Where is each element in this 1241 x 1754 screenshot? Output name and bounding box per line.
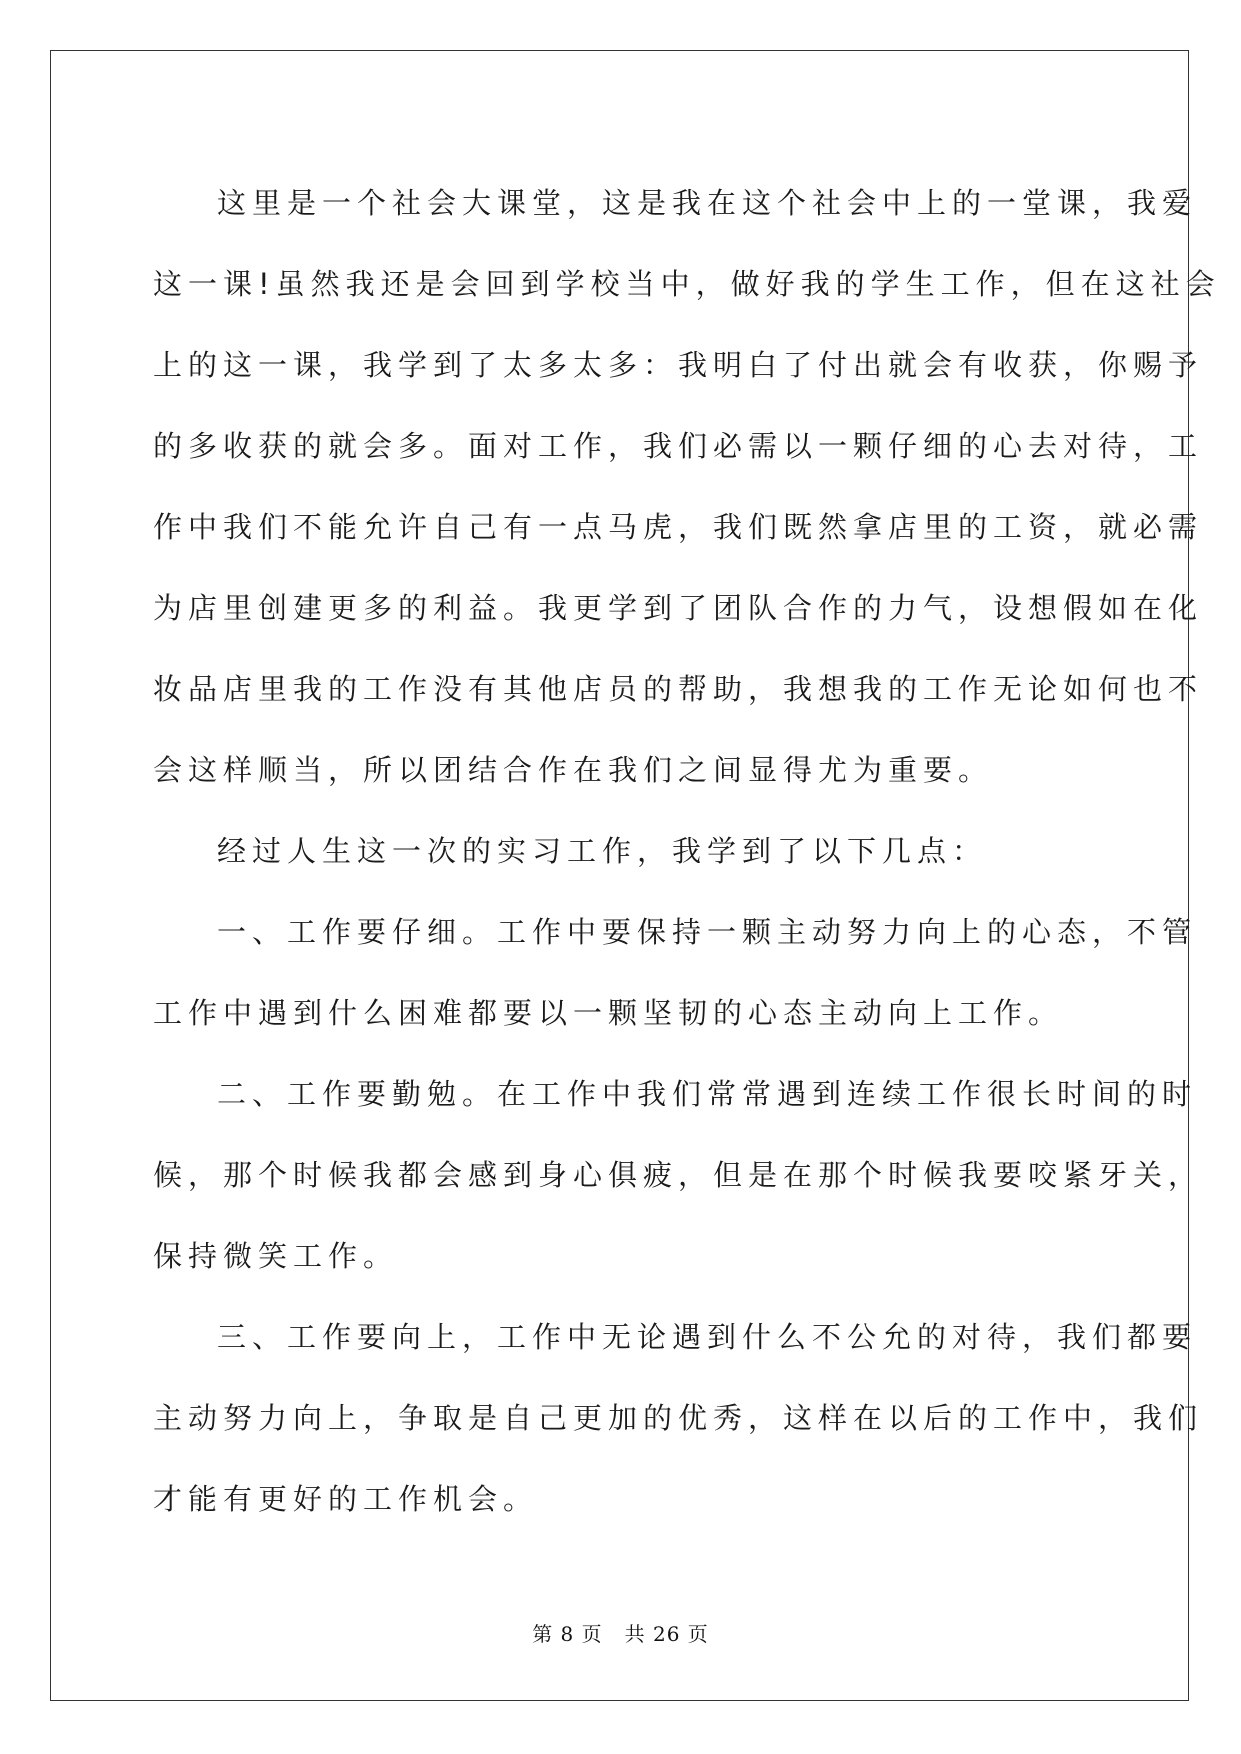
paragraph-4 bbox=[153, 1054, 1204, 1297]
paragraph-5 bbox=[153, 1297, 1204, 1540]
page-number: 第 8 页 bbox=[532, 1622, 603, 1646]
document-body bbox=[153, 163, 1221, 1540]
text-line: 才能有更好的工作机会。 bbox=[153, 1482, 539, 1516]
text-line: 主动努力向上，争取是自己更加的优秀，这样在以后的工作中，我们 bbox=[153, 1401, 1204, 1435]
paragraph-2 bbox=[153, 811, 1088, 892]
text-line: 作中我们不能允许自己有一点马虎，我们既然拿店里的工资，就必需 bbox=[153, 510, 1204, 544]
paragraph-1 bbox=[153, 163, 1221, 811]
text-line: 候，那个时候我都会感到身心俱疲，但是在那个时候我要咬紧牙关， bbox=[153, 1158, 1204, 1192]
text-line: 上的这一课，我学到了太多太多：我明白了付出就会有收获，你赐予 bbox=[153, 348, 1204, 382]
text-line: 会这样顺当，所以团结合作在我们之间显得尤为重要。 bbox=[153, 753, 994, 787]
text-line: 工作中遇到什么困难都要以一颗坚韧的心态主动向上工作。 bbox=[153, 996, 1064, 1030]
text-line: 二、工作要勤勉。在工作中我们常常遇到连续工作很长时间的时 bbox=[217, 1077, 1198, 1111]
text-line: 经过人生这一次的实习工作，我学到了以下几点： bbox=[217, 834, 988, 868]
text-line: 这一课!虽然我还是会回到学校当中，做好我的学生工作，但在这社会 bbox=[153, 267, 1221, 301]
page-footer bbox=[0, 1618, 1241, 1647]
text-line: 妆品店里我的工作没有其他店员的帮助，我想我的工作无论如何也不 bbox=[153, 672, 1204, 706]
text-line: 的多收获的就会多。面对工作，我们必需以一颗仔细的心去对待，工 bbox=[153, 429, 1204, 463]
page-total: 共 26 页 bbox=[624, 1622, 709, 1646]
text-line: 保持微笑工作。 bbox=[153, 1239, 399, 1273]
text-line: 一、工作要仔细。工作中要保持一颗主动努力向上的心态，不管 bbox=[217, 915, 1198, 949]
text-line: 三、工作要向上，工作中无论遇到什么不公允的对待，我们都要 bbox=[217, 1320, 1198, 1354]
text-line: 为店里创建更多的利益。我更学到了团队合作的力气，设想假如在化 bbox=[153, 591, 1204, 625]
text-line: 这里是一个社会大课堂，这是我在这个社会中上的一堂课，我爱 bbox=[217, 186, 1198, 220]
paragraph-3 bbox=[153, 892, 1198, 1054]
